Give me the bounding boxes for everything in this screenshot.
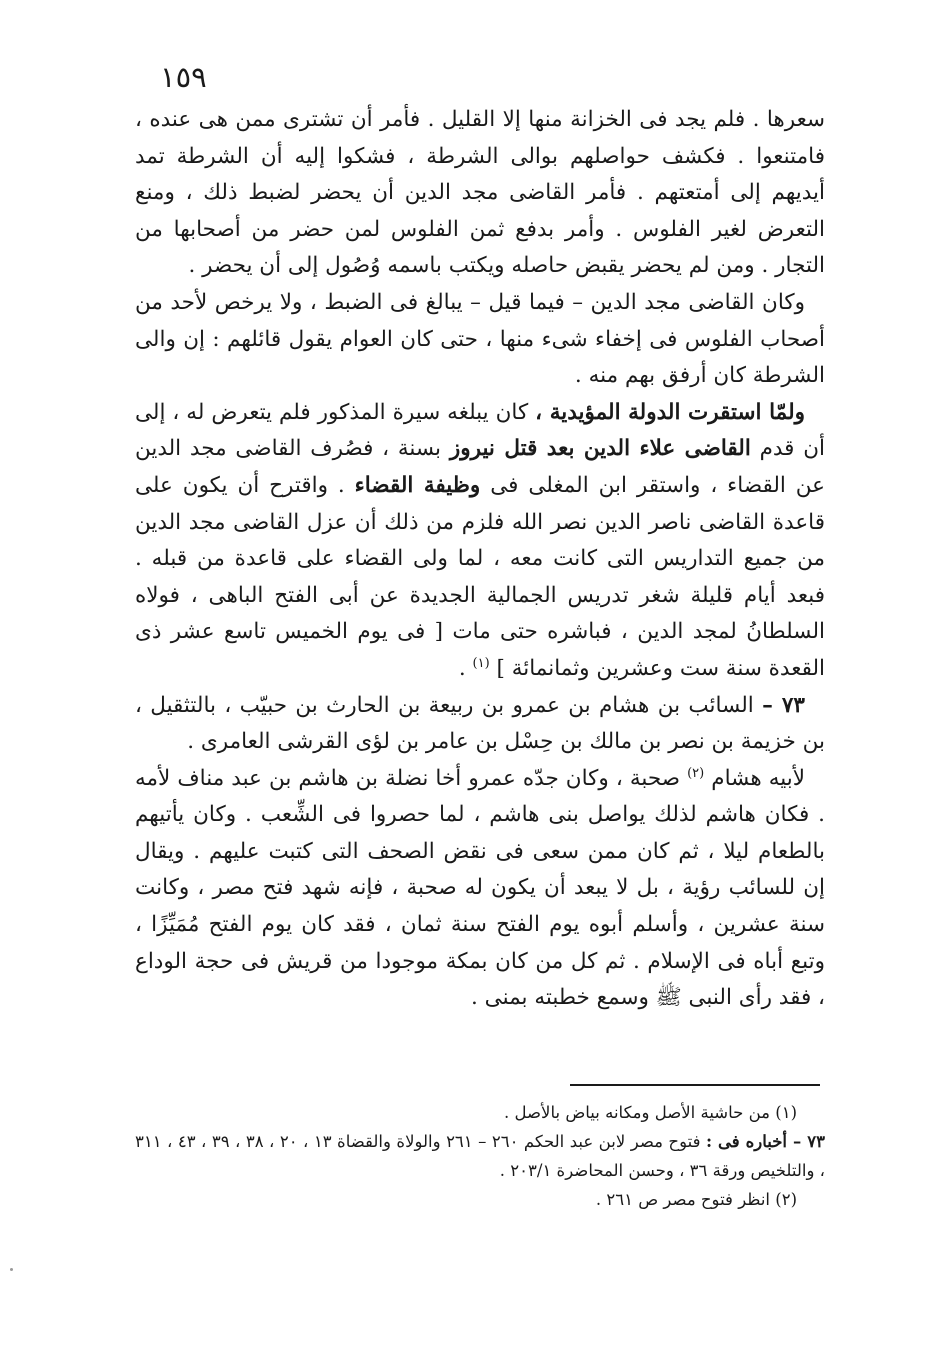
page-number: ١٥٩	[160, 60, 207, 94]
footnote-label: ٧٣ – أخباره فى :	[705, 1132, 825, 1151]
paragraph-4-entry-73	[135, 688, 825, 761]
bold-phrase: ولمّا استقرت الدولة المؤيدية ،	[535, 399, 806, 425]
paragraph-text: . واقترح أن يكون على قاعدة القاضى ناصر الدين نصر الله فلزم من ذلك أن عزل القاضى مجد الدين من جميع التداريس التى كانت معه ، لما ولى القضاء على قاعدة من قبله . فبعد أيام قليلة شغر تدريس الجمالية الجديدة عن أبى الفتح الباهى ، فولاه السلطانُ لمجد الدين ، فباشره حتى مات [ فى يوم الخميس تاسع عشر ذى القعدة سنة ست وعشرين وثمانمائة ]	[135, 472, 825, 681]
paragraph-text: وكان القاضى مجد الدين – فيما قيل – يبالغ فى الضبط ، ولا يرخص لأحد من أصحاب الفلوس فى إخفاء شىء منها ، حتى كان العوام يقول قائلهم : إن والى الشرطة كان أرفق بهم منه .	[135, 289, 825, 389]
footnote-divider	[570, 1084, 820, 1086]
main-text	[135, 102, 825, 1017]
paragraph-5	[135, 761, 825, 1017]
paragraph-text: السائب بن هشام بن عمرو بن ربيعة بن الحارث بن حبيّب ، بالتثقيل ، بن خزيمة بن نصر بن مالك بن حِسْل بن عامر بن لؤى القرشى العامرى .	[135, 692, 825, 755]
bold-phrase: القاضى علاء الدين بعد قتل نيروز	[449, 436, 751, 462]
footnote-ref: (٢)	[687, 765, 705, 781]
scan-dot	[10, 1268, 13, 1271]
footnote-ref: (١)	[472, 655, 490, 671]
paragraph-text: لأبيه هشام	[704, 765, 805, 791]
paragraph-text: كان يبلغه سيرة المذكور فلم يتعرض له ، إلى أن قدم	[135, 399, 825, 462]
footnote-2: (٢) انظر فتوح مصر ص ٢٦١ .	[595, 1190, 797, 1209]
paragraph-text: بسنة ، فصُرف القاضى مجد الدين عن القضاء ، واستقر ابن المغلى فى	[135, 436, 825, 498]
footnote-1: (١) من حاشية الأصل ومكانه بياض بالأصل .	[504, 1103, 797, 1122]
footnotes	[135, 1098, 825, 1214]
paragraph-text: سعرها . فلم يجد فى الخزانة منها إلا القليل . فأمر أن تشترى ممن هى عنده ، فامتنعوا . فكشف حواصلهم بوالى الشرطة ، فشكوا إليه أن الشرطة تمد أيديهم إلى أمتعتهم . فأمر القاضى مجد الدين أن يحضر لضبط ذلك ، ومنع التعرض لغير الفلوس . وأمر بدفع ثمن الفلوس لمن حضر من أصحابها من التجار . ومن لم يحضر يقبض حاصله ويكتب باسمه وُصُول إلى أن يحضر .	[135, 107, 825, 279]
paragraph-2	[135, 285, 825, 395]
bold-phrase: وظيفة القضاء	[354, 472, 481, 498]
footnote-text: فتوح مصر لابن عبد الحكم ٢٦٠ – ٢٦١ والولاة والقضاة ١٣ ، ٢٠ ، ٣٨ ، ٣٩ ، ٤٣ ، ٣١١ ، والتلخيص ورقة ٣٦ ، وحسن المحاضرة ٢٠٣/١ .	[135, 1132, 825, 1180]
paragraph-text: .	[458, 655, 473, 681]
footnote-entry-73	[135, 1127, 825, 1185]
paragraph-3	[135, 395, 825, 688]
entry-number: ٧٣ –	[762, 692, 805, 718]
paragraph-1	[135, 102, 825, 285]
paragraph-text: صحبة ، وكان جدّه عمرو أخا نضلة بن هاشم بن عبد مناف لأمه . فكان هاشم لذلك يواصل بنى هاشم ، لما حصروا فى الشِّعب . وكان يأتيهم بالطعام ليلا ، ثم كان ممن سعى فى نقض الصحف التى كتبت عليهم . ويقال إن للسائب رؤية ، بل لا يبعد أن يكون له صحبة ، فإنه شهد فتح مصر ، وكانت سنة عشرين ، وأسلم أبوه يوم الفتح سنة ثمان ، فقد كان يوم الفتح مُمَيِّزًا ، وتبع أباه فى الإسلام . ثم كل من كان بمكة موجودا من قريش فى حجة الوداع ، فقد رأى النبى ﷺ وسمع خطبته بمنى .	[135, 765, 825, 1011]
